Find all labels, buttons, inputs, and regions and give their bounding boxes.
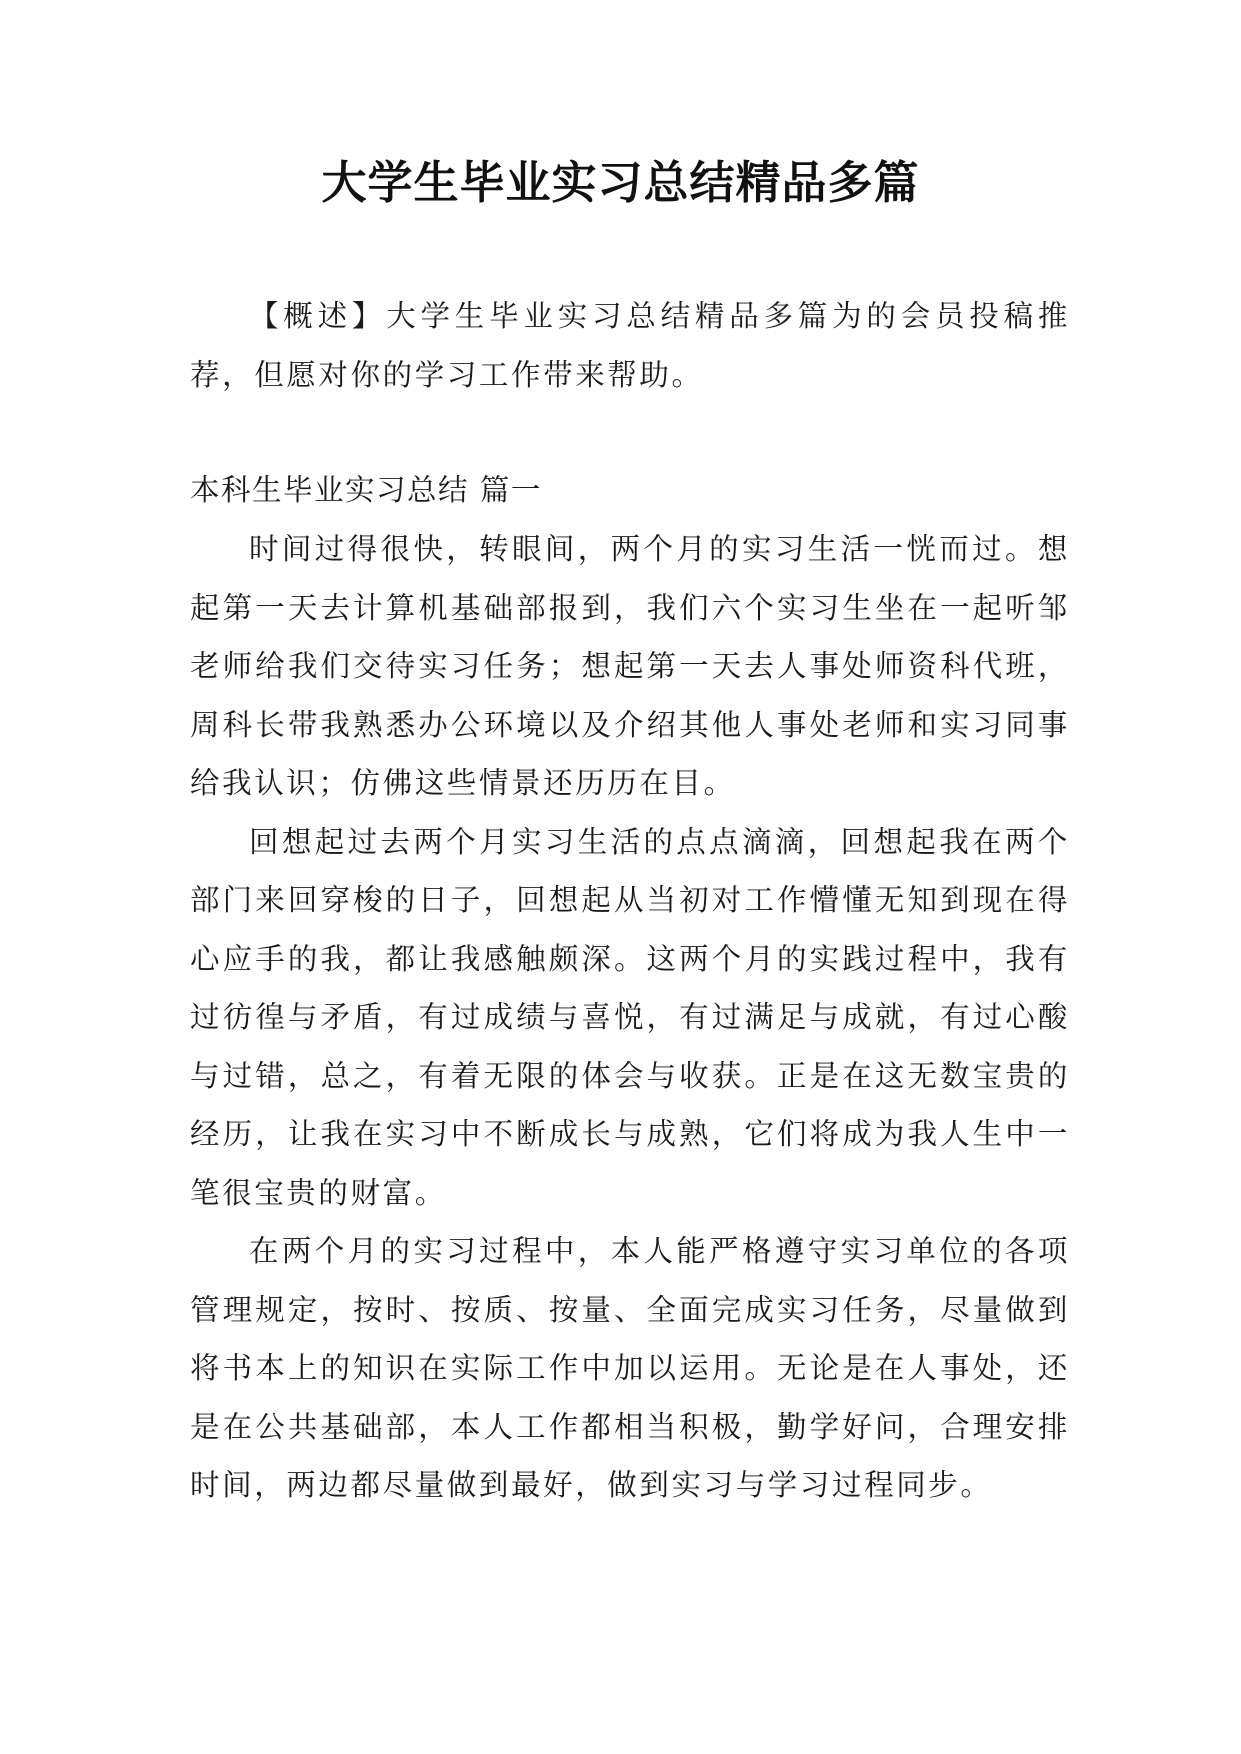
summary-paragraph: 【概述】大学生毕业实习总结精品多篇为的会员投稿推荐，但愿对你的学习工作带来帮助。 — [190, 299, 1070, 392]
paragraph: 时间过得很快，转眼间，两个月的实习生活一恍而过。想起第一天去计算机基础部报到，我们六个实习生坐在一起听邹老师给我们交待实习任务；想起第一天去人事处师资科代班，周科长带我熟悉办公环境以及介绍其他人事处老师和实习同事给我认识；仿佛这些情景还历历在目。 — [190, 532, 1070, 800]
summary-block — [190, 287, 1070, 405]
paragraph: 在两个月的实习过程中，本人能严格遵守实习单位的各项管理规定，按时、按质、按量、全面完成实习任务，尽量做到将书本上的知识在实际工作中加以运用。无论是在人事处，还是在公共基础部，本人工作都相当积极，勤学好问，合理安排时间，两边都尽量做到最好，做到实习与学习过程同步。 — [190, 1234, 1070, 1502]
body-paragraphs — [190, 520, 1070, 1515]
paragraph: 回想起过去两个月实习生活的点点滴滴，回想起我在两个部门来回穿梭的日子，回想起从当初对工作懵懂无知到现在得心应手的我，都让我感触颇深。这两个月的实践过程中，我有过彷徨与矛盾，有过成绩与喜悦，有过满足与成就，有过心酸与过错，总之，有着无限的体会与收获。正是在这无数宝贵的经历，让我在实习中不断成长与成熟，它们将成为我人生中一笔很宝贵的财富。 — [190, 824, 1070, 1210]
section-heading: 本科生毕业实习总结 篇一 — [190, 473, 542, 507]
document-title: 大学生毕业实习总结精品多篇 — [321, 156, 920, 209]
